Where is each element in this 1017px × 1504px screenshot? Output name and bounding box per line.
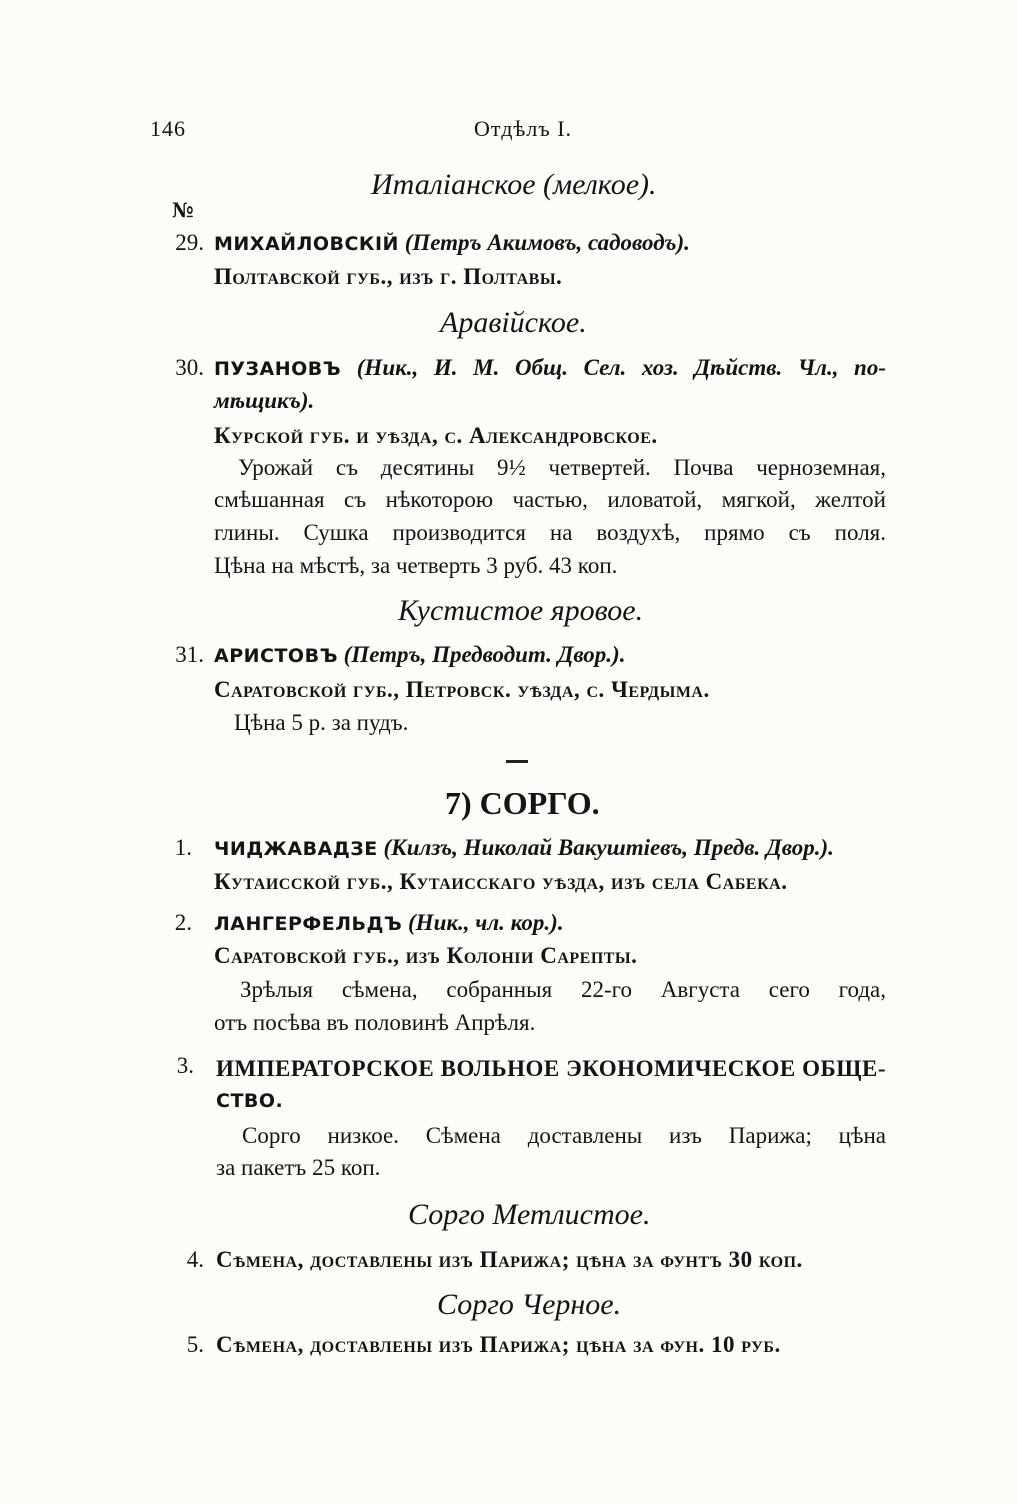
entry-name: МИХАЙЛОВСКІЙ	[214, 233, 399, 255]
entry-text-line: смѣшанная съ нѣкоторою частью, иловатой, мягкой, желтой	[214, 487, 886, 512]
entry-heading	[214, 910, 564, 936]
entry-number: 5.	[186, 1332, 204, 1357]
entry-name-cont: СТВО.	[216, 1090, 284, 1112]
entry-number: 1.	[174, 835, 192, 860]
entry-text-line: Сорго низкое. Сѣмена доставлены изъ Парижа; цѣна	[242, 1123, 886, 1148]
entry-text-line: Зрѣлыя сѣмена, собранныя 22-го Августа сего года,	[240, 977, 886, 1002]
entry-detail: (Ник., чл. кор.).	[408, 910, 564, 935]
page-number: 146	[150, 116, 186, 141]
entry-number: 29.	[175, 230, 204, 255]
entry-text-line: Цѣна 5 р. за пудъ.	[234, 710, 409, 735]
heading-bushy: Кустистое яровое.	[398, 594, 644, 627]
entry-place: Саратовской губ., Петровск. уѣзда, с. Чердыма.	[214, 677, 710, 702]
entry-number: 3.	[176, 1053, 194, 1078]
entry-name: ЧИДЖАВАДЗЕ	[214, 838, 378, 860]
entry-name: ЛАНГЕРФЕЛЬДЪ	[214, 913, 403, 935]
entry-detail-cont: мѣщикъ).	[214, 388, 315, 413]
entry-number: 30.	[175, 355, 204, 380]
entry-heading	[214, 230, 690, 256]
entry-name: ИМПЕРАТОРСКОЕ ВОЛЬНОЕ ЭКОНОМИЧЕСКОЕ ОБЩЕ-	[216, 1056, 886, 1081]
entry-detail: (Килзъ, Николай Вакуштіевъ, Предв. Двор.).	[383, 835, 834, 860]
entry-text-line: за пакетъ 25 коп.	[216, 1155, 381, 1180]
entry-place: Курской губ. и уѣзда, с. Александровское.	[214, 423, 658, 448]
running-title: Отдѣлъ I.	[474, 116, 573, 141]
entry-heading	[214, 835, 834, 861]
numero-sign: №	[172, 198, 194, 222]
entry-place: Саратовской губ., изъ Колоніи Сарепты.	[214, 943, 638, 968]
entry-name: АРИСТОВЪ	[214, 645, 338, 667]
entry-text-line: Сѣмена, доставлены изъ Парижа; цѣна за фунтъ 30 коп.	[216, 1247, 803, 1272]
entry-detail: (Петръ, Предводит. Двор.).	[343, 642, 626, 667]
entry-text-line: Урожай съ десятины 9½ четвертей. Почва черноземная,	[238, 455, 886, 480]
entry-detail: (Петръ Акимовъ, садоводъ).	[404, 230, 690, 255]
entry-place: Полтавской губ., изъ г. Полтавы.	[214, 264, 563, 289]
entry-text-line: глины. Сушка производится на воздухѣ, прямо съ поля.	[214, 520, 886, 545]
heading-black: Сорго Черное.	[437, 1288, 622, 1321]
heading-italian: Италіанское (мелкое).	[371, 168, 657, 201]
entry-text-line: Сѣмена, доставлены изъ Парижа; цѣна за фун. 10 руб.	[216, 1332, 781, 1357]
entry-detail: (Ник., И. М. Общ. Сел. хоз. Дѣйств. Чл., по-	[356, 355, 887, 380]
entry-heading	[214, 642, 625, 668]
entry-place: Кутаисской губ., Кутаисскаго уѣзда, изъ села Сабека.	[214, 869, 788, 894]
heading-arabian: Аравiйское.	[440, 306, 587, 339]
entry-text-line: Цѣна на мѣстѣ, за четверть 3 руб. 43 коп.	[214, 553, 618, 578]
entry-text-line: отъ посѣва въ половинѣ Апрѣля.	[214, 1010, 536, 1035]
section-divider	[506, 760, 528, 763]
entry-name: ПУЗАНОВЪ	[214, 358, 342, 380]
entry-heading	[214, 355, 886, 381]
section-title: 7) СОРГО.	[445, 785, 600, 821]
entry-number: 2.	[174, 910, 192, 935]
entry-number: 4.	[186, 1247, 204, 1272]
heading-broom: Сорго Метлистое.	[408, 1198, 651, 1231]
entry-number: 31.	[175, 642, 204, 667]
